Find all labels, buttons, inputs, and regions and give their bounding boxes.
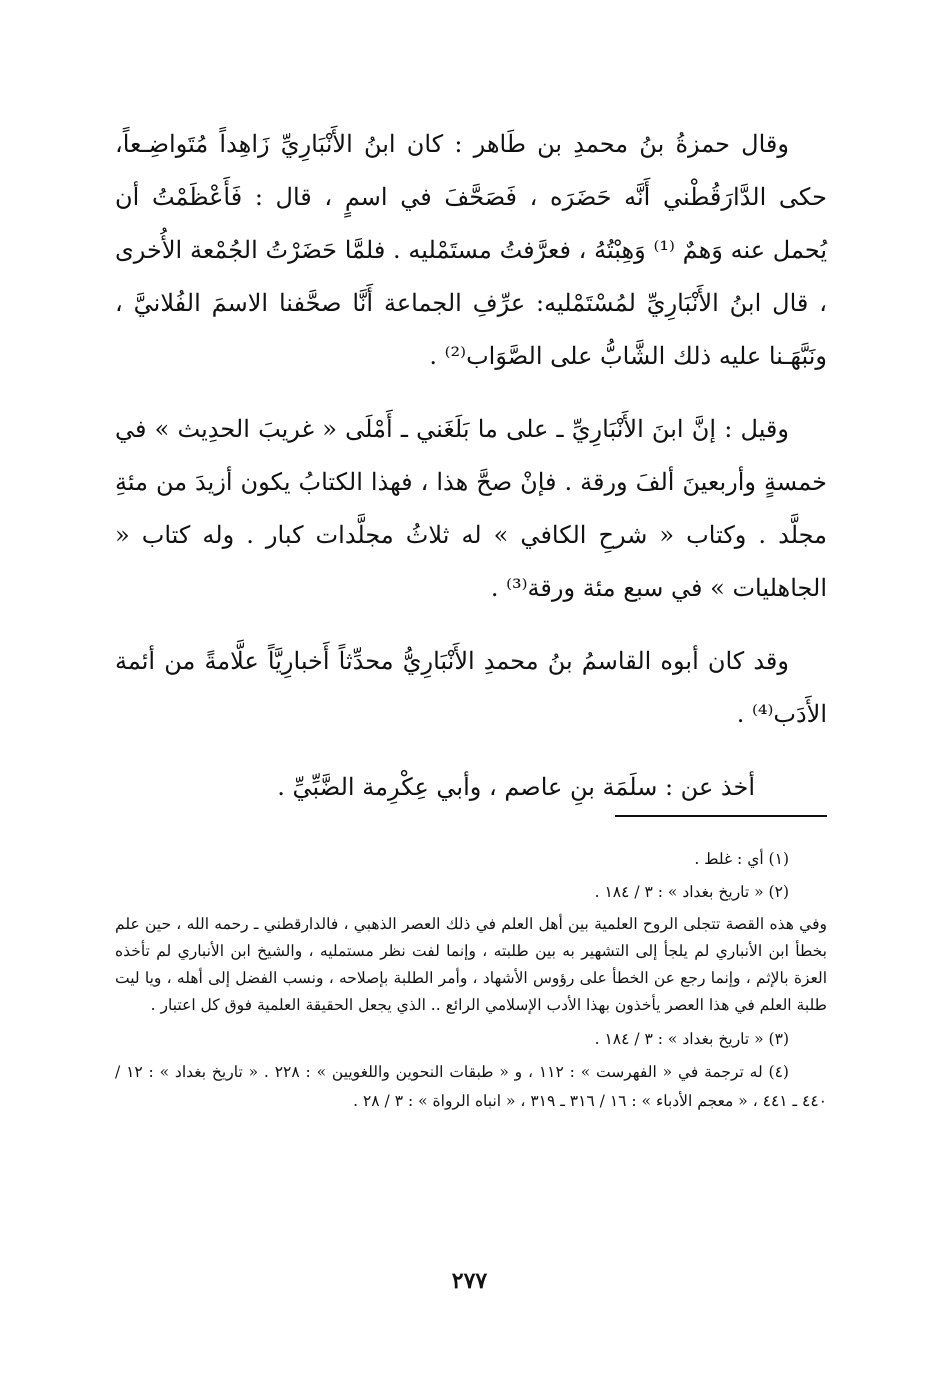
footnote-3: (٣) « تاريخ بغداد » : ٣ / ١٨٤ . <box>594 1030 789 1048</box>
footnote-4: (٤) له ترجمة في « الفهرست » : ١١٢ ، و « طبقات النحوين واللغويين » : ٢٢٨ . « تاريخ بغداد » : ١٢ / ٤٤٠ ـ ٤٤١ ، « معجم الأدباء » : ١٦ / ٣١٦ ـ ٣١٩ ، « انباه الرواة » : ٣ / ٢٨ . <box>115 1063 827 1110</box>
paragraph-hamza-narration: وقال حمزةُ بنُ محمدِ بن طَاهر : كان ابنُ الأَنْبَارِيِّ زَاهِداً مُتَواضِـعاً، حكى الدَّارَقُطْني أَنَّه حَضَرَه ، فَصَحَّفَ في اسمٍ ، قال : فَأَعْظَمْتُ أن يُحمل عنه وَهمٌ ⁽¹⁾ وَهِبْتُهُ ، فعرَّفتُ مستَمْليه . فلمَّا حَضَرْتُ الجُمْعة الأُخرى ، قال ابنُ الأَنْبَارِيِّ لمُسْتَمْليه: عرِّفِ الجماعة أَنَّا صحَّفنا الاسمَ الفُلانيَّ ، ونَبَّهَـنا عليه ذلك الشَّابُّ على الصَّوَاب⁽²⁾ . <box>115 130 827 370</box>
paragraph-gharib-al-hadith: وقيل : إنَّ ابنَ الأَنْبَارِيِّ ـ على ما بَلَغَني ـ أَمْلَى « غريبَ الحدِيث » في خمسةٍ وأربعينَ ألفَ ورقة . فإنْ صحَّ هذا ، فهذا الكتابُ يكون أزيدَ من مئةِ مجلَّد . وكتاب « شرحِ الكافي » له ثلاثُ مجلَّدات كبار . وله كتاب « الجاهليات » في سبع مئة ورقة⁽³⁾ . <box>115 415 827 602</box>
page-number: ٢٧٧ <box>451 1268 488 1294</box>
footnote-2: (٢) « تاريخ بغداد » : ٣ / ١٨٤ . <box>594 883 789 901</box>
footnote-divider <box>615 815 827 817</box>
closing-line-teachers: أخذ عن : سلَمَة بنِ عاصم ، وأبي عِكْرِمة الضَّبِّيِّ . <box>277 773 755 801</box>
paragraph-father-qasim: وقد كان أبوه القاسمُ بنُ محمدِ الأَنْبَارِيُّ محدِّثاً أَخبارِيَّاً علَّامةً من أئمة الأَدَب⁽⁴⁾ . <box>115 647 827 728</box>
footnote-2-commentary: وفي هذه القصة تتجلى الروح العلمية بين أهل العلم في ذلك العصر الذهبي ، فالدارقطني ـ رحمه الله ، حين علم بخطأ ابن الأنباري لم يلجأ إلى التشهير به بين طلبته ، وإنما لفت نظر مستمليه ، والشيخ ابن الأنباري لم تأخذه العزة بالإثم ، وإنما رجع عن الخطأ على رؤوس الأشهاد ، وأمر الطلبة بإصلاحه ، ونسب الفضل إلى أهله ، ويا ليت طلبة العلم في هذا العصر يأخذون بهذا الأدب الإسلامي الرائع .. الذي يجعل الحقيقة العلمية فوق كل اعتبار . <box>115 915 827 1014</box>
footnote-1: (١) أي : غلط . <box>694 850 789 868</box>
main-text <box>115 118 827 834</box>
footnotes <box>115 845 827 1120</box>
